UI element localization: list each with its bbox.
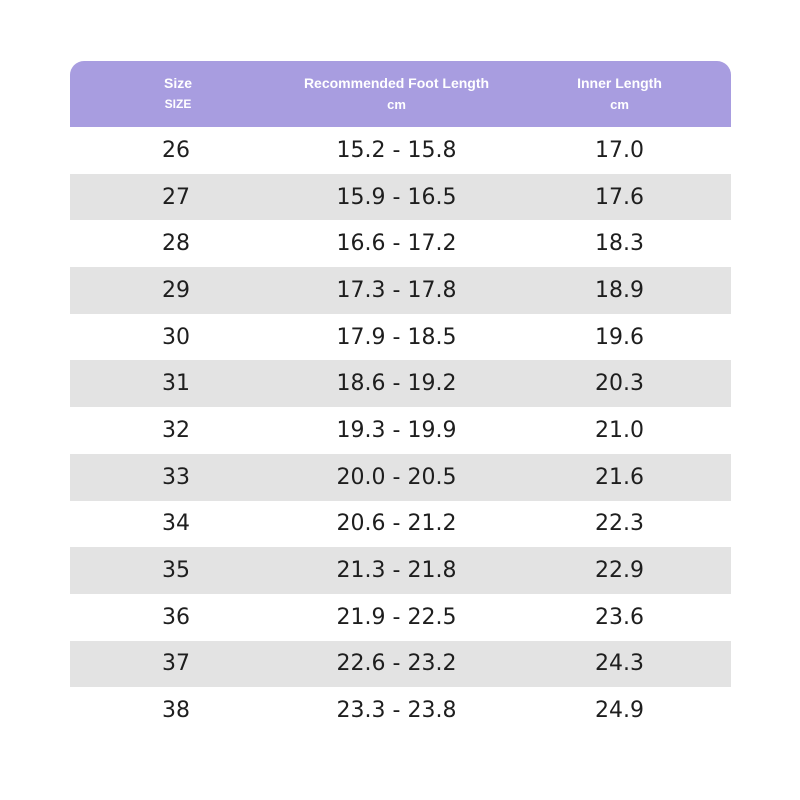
foot-length-cell: 15.9 - 16.5 (336, 184, 457, 210)
size-cell: 31 (162, 371, 190, 397)
inner-length-cell: 20.3 (595, 371, 644, 397)
header-size-title: Size (163, 75, 192, 91)
table-row (70, 547, 731, 594)
size-cell: 26 (162, 137, 190, 163)
inner-length-cell: 18.9 (595, 277, 644, 303)
size-cell: 32 (162, 417, 190, 443)
table-row (70, 314, 731, 361)
inner-length-cell: 24.9 (595, 698, 644, 724)
inner-length-cell: 22.3 (595, 511, 644, 537)
size-cell: 27 (162, 184, 190, 210)
header-size-sub: SIZE (164, 97, 192, 111)
inner-length-cell: 17.0 (595, 137, 644, 163)
table-row (70, 687, 731, 734)
foot-length-cell: 23.3 - 23.8 (336, 698, 457, 724)
table-row (70, 594, 731, 641)
table-row (70, 220, 731, 267)
table-row (70, 501, 731, 548)
inner-length-cell: 17.6 (595, 184, 644, 210)
table-header (70, 61, 731, 127)
inner-length-cell: 21.6 (595, 464, 644, 490)
foot-length-cell: 22.6 - 23.2 (336, 651, 457, 677)
size-cell: 34 (162, 511, 190, 537)
table-row (70, 454, 731, 501)
foot-length-cell: 15.2 - 15.8 (336, 137, 457, 163)
header-foot-length (285, 61, 508, 127)
table-row (70, 174, 731, 221)
inner-length-cell: 19.6 (595, 324, 644, 350)
size-cell: 37 (162, 651, 190, 677)
header-inner-length (508, 61, 731, 127)
inner-length-cell: 18.3 (595, 231, 644, 257)
size-cell: 35 (162, 558, 190, 584)
header-inner-title: Inner Length (577, 75, 662, 91)
header-size (70, 61, 285, 127)
size-cell: 36 (162, 604, 190, 630)
inner-length-cell: 24.3 (595, 651, 644, 677)
size-cell: 30 (162, 324, 190, 350)
inner-length-cell: 23.6 (595, 604, 644, 630)
foot-length-cell: 17.9 - 18.5 (336, 324, 457, 350)
foot-length-cell: 17.3 - 17.8 (336, 277, 457, 303)
table-row (70, 127, 731, 174)
table-row (70, 407, 731, 454)
inner-length-cell: 21.0 (595, 417, 644, 443)
table-row (70, 267, 731, 314)
foot-length-cell: 21.3 - 21.8 (336, 558, 457, 584)
foot-length-cell: 20.6 - 21.2 (336, 511, 457, 537)
header-inner-unit: cm (610, 97, 629, 112)
table-row (70, 360, 731, 407)
foot-length-cell: 21.9 - 22.5 (336, 604, 457, 630)
foot-length-cell: 20.0 - 20.5 (336, 464, 457, 490)
header-foot-unit: cm (387, 97, 406, 112)
header-foot-title: Recommended Foot Length (303, 75, 490, 91)
size-cell: 33 (162, 464, 190, 490)
size-chart-table (70, 61, 731, 734)
size-cell: 38 (162, 698, 190, 724)
foot-length-cell: 16.6 - 17.2 (336, 231, 457, 257)
foot-length-cell: 18.6 - 19.2 (336, 371, 457, 397)
inner-length-cell: 22.9 (595, 558, 644, 584)
table-body (70, 127, 731, 734)
foot-length-cell: 19.3 - 19.9 (336, 417, 457, 443)
size-cell: 28 (162, 231, 190, 257)
table-row (70, 641, 731, 688)
size-cell: 29 (162, 277, 190, 303)
